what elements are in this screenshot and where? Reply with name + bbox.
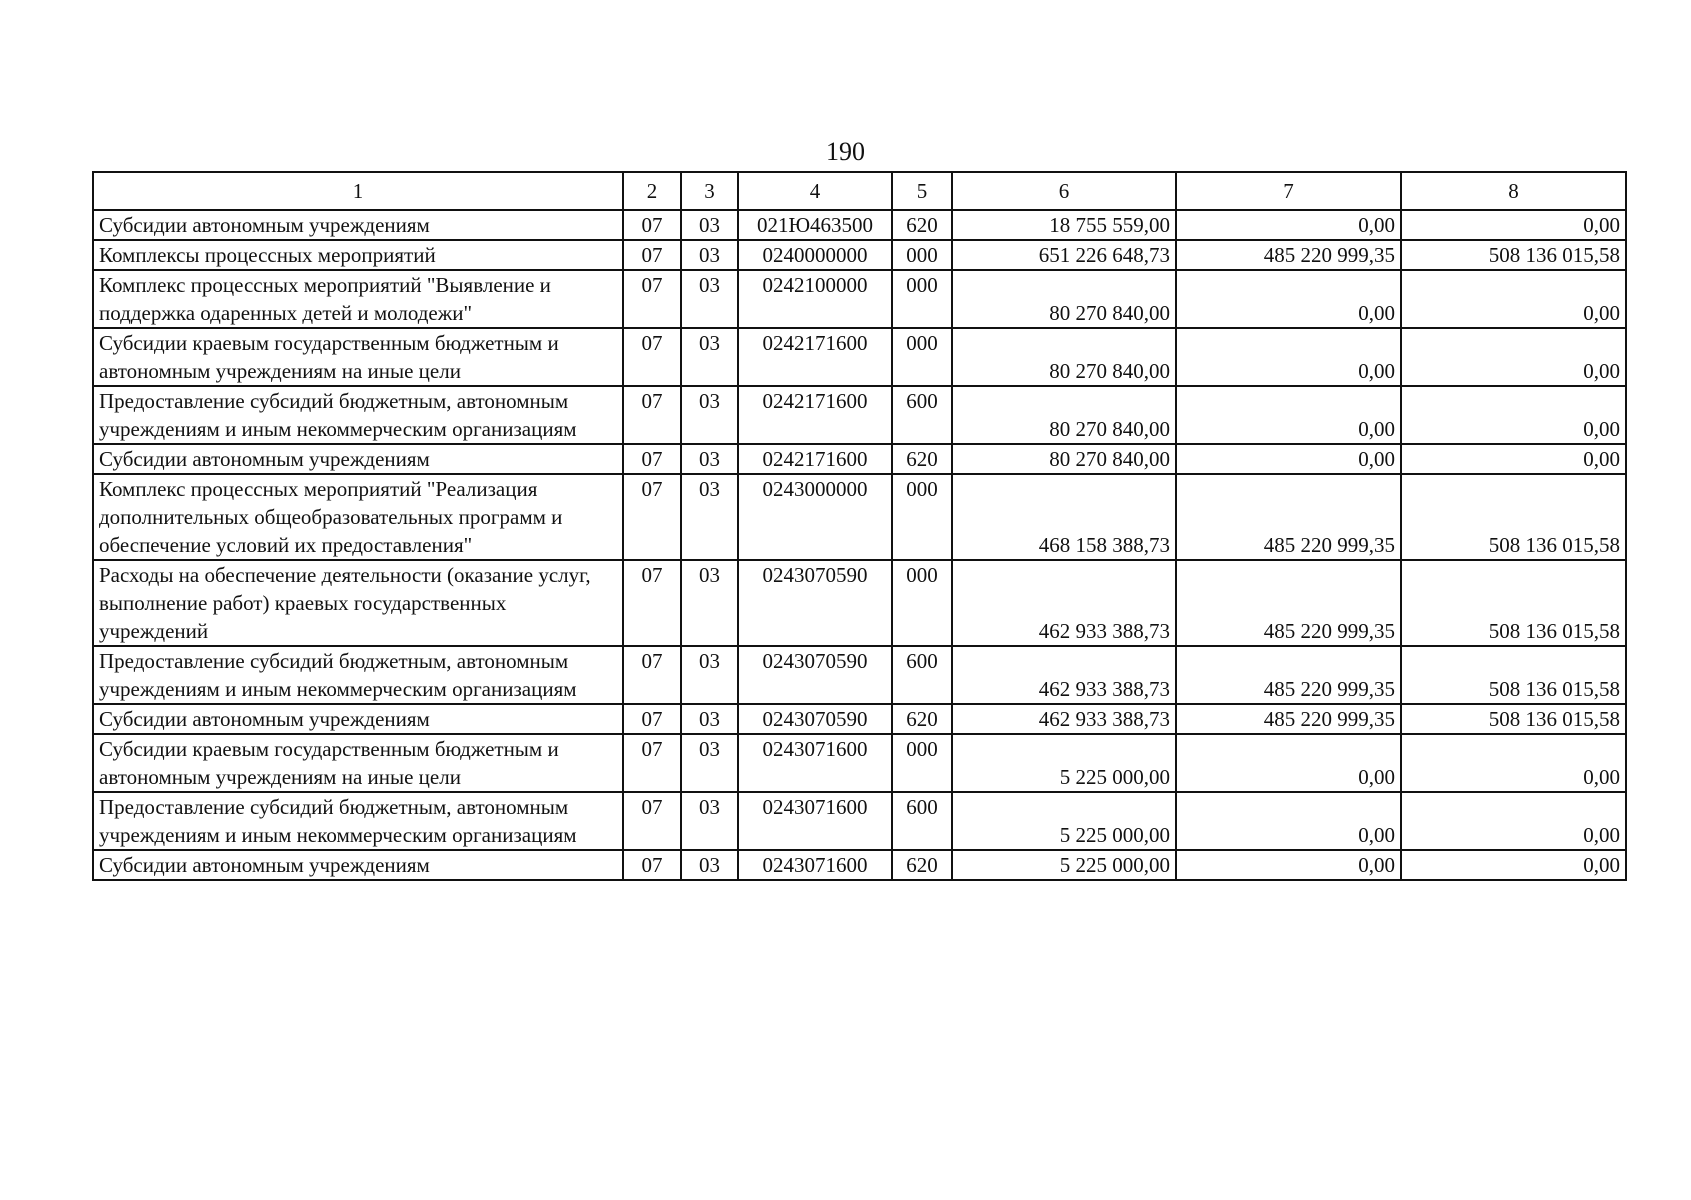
section-cell: 07 xyxy=(623,704,681,734)
header-row xyxy=(93,172,1626,210)
amount-col8-cell: 508 136 015,58 xyxy=(1401,704,1626,734)
table-row xyxy=(93,240,1626,270)
section-cell: 07 xyxy=(623,270,681,328)
section-cell: 07 xyxy=(623,240,681,270)
section-cell: 07 xyxy=(623,210,681,240)
budget-table xyxy=(92,171,1627,881)
column-header: 7 xyxy=(1176,172,1401,210)
section-cell: 07 xyxy=(623,386,681,444)
section-cell: 07 xyxy=(623,444,681,474)
row-name-cell: Расходы на обеспечение деятельности (оказание услуг, выполнение работ) краевых государственных учреждений xyxy=(93,560,623,646)
row-name-cell: Субсидии краевым государственным бюджетным и автономным учреждениям на иные цели xyxy=(93,734,623,792)
row-name-cell: Субсидии автономным учреждениям xyxy=(93,850,623,880)
table-row xyxy=(93,704,1626,734)
expense-type-cell: 000 xyxy=(892,734,952,792)
target-code-cell: 0243070590 xyxy=(738,646,892,704)
column-header: 1 xyxy=(93,172,623,210)
row-name-cell: Комплексы процессных мероприятий xyxy=(93,240,623,270)
column-header: 6 xyxy=(952,172,1176,210)
column-header: 2 xyxy=(623,172,681,210)
section-cell: 07 xyxy=(623,646,681,704)
amount-col8-cell: 0,00 xyxy=(1401,444,1626,474)
target-code-cell: 0243071600 xyxy=(738,792,892,850)
expense-type-cell: 000 xyxy=(892,240,952,270)
table-row xyxy=(93,474,1626,560)
subsection-cell: 03 xyxy=(681,210,738,240)
amount-col8-cell: 0,00 xyxy=(1401,328,1626,386)
expense-type-cell: 600 xyxy=(892,646,952,704)
table-row xyxy=(93,646,1626,704)
column-header: 3 xyxy=(681,172,738,210)
section-cell: 07 xyxy=(623,734,681,792)
amount-col7-cell: 0,00 xyxy=(1176,850,1401,880)
subsection-cell: 03 xyxy=(681,474,738,560)
section-cell: 07 xyxy=(623,328,681,386)
expense-type-cell: 000 xyxy=(892,328,952,386)
expense-type-cell: 620 xyxy=(892,704,952,734)
table-row xyxy=(93,850,1626,880)
target-code-cell: 0242100000 xyxy=(738,270,892,328)
table-row xyxy=(93,270,1626,328)
amount-col8-cell: 0,00 xyxy=(1401,386,1626,444)
amount-col7-cell: 0,00 xyxy=(1176,328,1401,386)
expense-type-cell: 620 xyxy=(892,444,952,474)
expense-type-cell: 600 xyxy=(892,386,952,444)
target-code-cell: 0243070590 xyxy=(738,704,892,734)
row-name-cell: Комплекс процессных мероприятий "Реализация дополнительных общеобразовательных программ и обеспечение условий их предоставления" xyxy=(93,474,623,560)
amount-col6-cell: 468 158 388,73 xyxy=(952,474,1176,560)
row-name-cell: Субсидии краевым государственным бюджетным и автономным учреждениям на иные цели xyxy=(93,328,623,386)
target-code-cell: 0242171600 xyxy=(738,386,892,444)
amount-col8-cell: 0,00 xyxy=(1401,792,1626,850)
expense-type-cell: 000 xyxy=(892,560,952,646)
subsection-cell: 03 xyxy=(681,734,738,792)
amount-col7-cell: 0,00 xyxy=(1176,444,1401,474)
row-name-cell: Субсидии автономным учреждениям xyxy=(93,704,623,734)
subsection-cell: 03 xyxy=(681,792,738,850)
amount-col8-cell: 0,00 xyxy=(1401,734,1626,792)
row-name-cell: Комплекс процессных мероприятий "Выявление и поддержка одаренных детей и молодежи" xyxy=(93,270,623,328)
amount-col8-cell: 0,00 xyxy=(1401,850,1626,880)
expense-type-cell: 600 xyxy=(892,792,952,850)
amount-col8-cell: 508 136 015,58 xyxy=(1401,474,1626,560)
row-name-cell: Предоставление субсидий бюджетным, автономным учреждениям и иным некоммерческим организациям xyxy=(93,386,623,444)
amount-col6-cell: 80 270 840,00 xyxy=(952,386,1176,444)
subsection-cell: 03 xyxy=(681,328,738,386)
page-number: 190 xyxy=(826,137,865,166)
amount-col6-cell: 462 933 388,73 xyxy=(952,646,1176,704)
table-row xyxy=(93,792,1626,850)
section-cell: 07 xyxy=(623,850,681,880)
amount-col8-cell: 0,00 xyxy=(1401,210,1626,240)
subsection-cell: 03 xyxy=(681,444,738,474)
expense-type-cell: 000 xyxy=(892,270,952,328)
subsection-cell: 03 xyxy=(681,386,738,444)
table-body xyxy=(93,210,1626,880)
amount-col6-cell: 462 933 388,73 xyxy=(952,560,1176,646)
table-row xyxy=(93,328,1626,386)
subsection-cell: 03 xyxy=(681,240,738,270)
table-row xyxy=(93,210,1626,240)
amount-col6-cell: 80 270 840,00 xyxy=(952,328,1176,386)
target-code-cell: 021Ю463500 xyxy=(738,210,892,240)
row-name-cell: Субсидии автономным учреждениям xyxy=(93,210,623,240)
amount-col7-cell: 0,00 xyxy=(1176,792,1401,850)
target-code-cell: 0243071600 xyxy=(738,734,892,792)
table-row xyxy=(93,560,1626,646)
amount-col7-cell: 0,00 xyxy=(1176,210,1401,240)
column-header: 8 xyxy=(1401,172,1626,210)
target-code-cell: 0243071600 xyxy=(738,850,892,880)
amount-col6-cell: 5 225 000,00 xyxy=(952,792,1176,850)
target-code-cell: 0242171600 xyxy=(738,328,892,386)
subsection-cell: 03 xyxy=(681,646,738,704)
amount-col7-cell: 0,00 xyxy=(1176,270,1401,328)
amount-col8-cell: 508 136 015,58 xyxy=(1401,560,1626,646)
column-header: 5 xyxy=(892,172,952,210)
target-code-cell: 0242171600 xyxy=(738,444,892,474)
amount-col6-cell: 18 755 559,00 xyxy=(952,210,1176,240)
row-name-cell: Субсидии автономным учреждениям xyxy=(93,444,623,474)
row-name-cell: Предоставление субсидий бюджетным, автономным учреждениям и иным некоммерческим организациям xyxy=(93,646,623,704)
table-row xyxy=(93,386,1626,444)
expense-type-cell: 620 xyxy=(892,210,952,240)
column-header: 4 xyxy=(738,172,892,210)
expense-type-cell: 000 xyxy=(892,474,952,560)
amount-col6-cell: 5 225 000,00 xyxy=(952,734,1176,792)
section-cell: 07 xyxy=(623,474,681,560)
amount-col6-cell: 651 226 648,73 xyxy=(952,240,1176,270)
amount-col7-cell: 485 220 999,35 xyxy=(1176,240,1401,270)
subsection-cell: 03 xyxy=(681,704,738,734)
amount-col7-cell: 485 220 999,35 xyxy=(1176,560,1401,646)
amount-col6-cell: 80 270 840,00 xyxy=(952,444,1176,474)
expense-type-cell: 620 xyxy=(892,850,952,880)
amount-col7-cell: 0,00 xyxy=(1176,734,1401,792)
amount-col8-cell: 0,00 xyxy=(1401,270,1626,328)
subsection-cell: 03 xyxy=(681,560,738,646)
subsection-cell: 03 xyxy=(681,270,738,328)
section-cell: 07 xyxy=(623,792,681,850)
row-name-cell: Предоставление субсидий бюджетным, автономным учреждениям и иным некоммерческим организациям xyxy=(93,792,623,850)
section-cell: 07 xyxy=(623,560,681,646)
subsection-cell: 03 xyxy=(681,850,738,880)
amount-col7-cell: 485 220 999,35 xyxy=(1176,646,1401,704)
amount-col6-cell: 80 270 840,00 xyxy=(952,270,1176,328)
table-row xyxy=(93,444,1626,474)
amount-col7-cell: 485 220 999,35 xyxy=(1176,704,1401,734)
amount-col6-cell: 5 225 000,00 xyxy=(952,850,1176,880)
amount-col7-cell: 0,00 xyxy=(1176,386,1401,444)
amount-col8-cell: 508 136 015,58 xyxy=(1401,646,1626,704)
amount-col8-cell: 508 136 015,58 xyxy=(1401,240,1626,270)
target-code-cell: 0243000000 xyxy=(738,474,892,560)
target-code-cell: 0243070590 xyxy=(738,560,892,646)
amount-col7-cell: 485 220 999,35 xyxy=(1176,474,1401,560)
target-code-cell: 0240000000 xyxy=(738,240,892,270)
amount-col6-cell: 462 933 388,73 xyxy=(952,704,1176,734)
table-row xyxy=(93,734,1626,792)
